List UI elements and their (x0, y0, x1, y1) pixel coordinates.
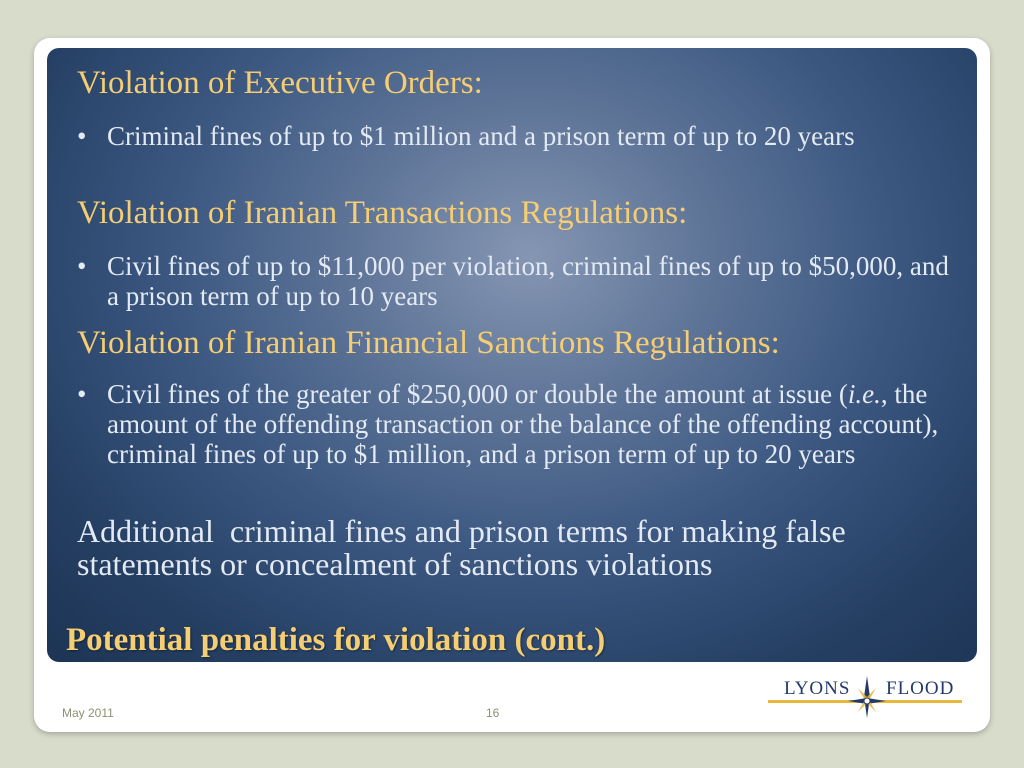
footer-date: May 2011 (62, 706, 114, 720)
logo-text-left: LYONS (784, 678, 851, 699)
bullet-text-italic: i.e. (847, 379, 881, 409)
bullet-executive-orders (77, 121, 957, 151)
bullet-text: Criminal fines of up to $1 million and a prison term of up to 20 years (107, 121, 855, 151)
slide-content-panel (47, 48, 977, 662)
bullet-text: Civil fines of up to $11,000 per violation, criminal fines of up to $50,000, and a prison term of up to 10 years (107, 251, 949, 311)
bullet-text-part: , the amount of the offending transaction or the balance of the offending account), criminal fines of up to $1 million, and a prison term of up to 20 years (107, 379, 939, 469)
bullet-iranian-financial-sanctions (77, 379, 957, 469)
compass-rose-icon (846, 674, 888, 720)
bullet-iranian-transactions (77, 251, 957, 311)
section-heading-executive-orders: Violation of Executive Orders: (77, 65, 483, 101)
bullet-text (107, 379, 957, 469)
additional-penalties-text: Additional criminal fines and prison terms for making false statements or concealment of sanctions violations (77, 513, 854, 582)
lyons-flood-logo (768, 672, 962, 728)
bullet-text-part: Civil fines of the greater of $250,000 or double the amount at issue ( (107, 379, 848, 409)
bullet-marker: • (77, 251, 87, 281)
section-heading-iranian-financial-sanctions: Violation of Iranian Financial Sanctions Regulations: (77, 325, 780, 361)
bullet-marker: • (77, 379, 87, 409)
section-heading-iranian-transactions: Violation of Iranian Transactions Regulations: (77, 195, 688, 231)
bullet-marker: • (77, 121, 87, 151)
slide-title: Potential penalties for violation (cont.) (66, 622, 606, 658)
footer-page-number: 16 (486, 706, 500, 720)
logo-text-right: FLOOD (886, 678, 955, 699)
